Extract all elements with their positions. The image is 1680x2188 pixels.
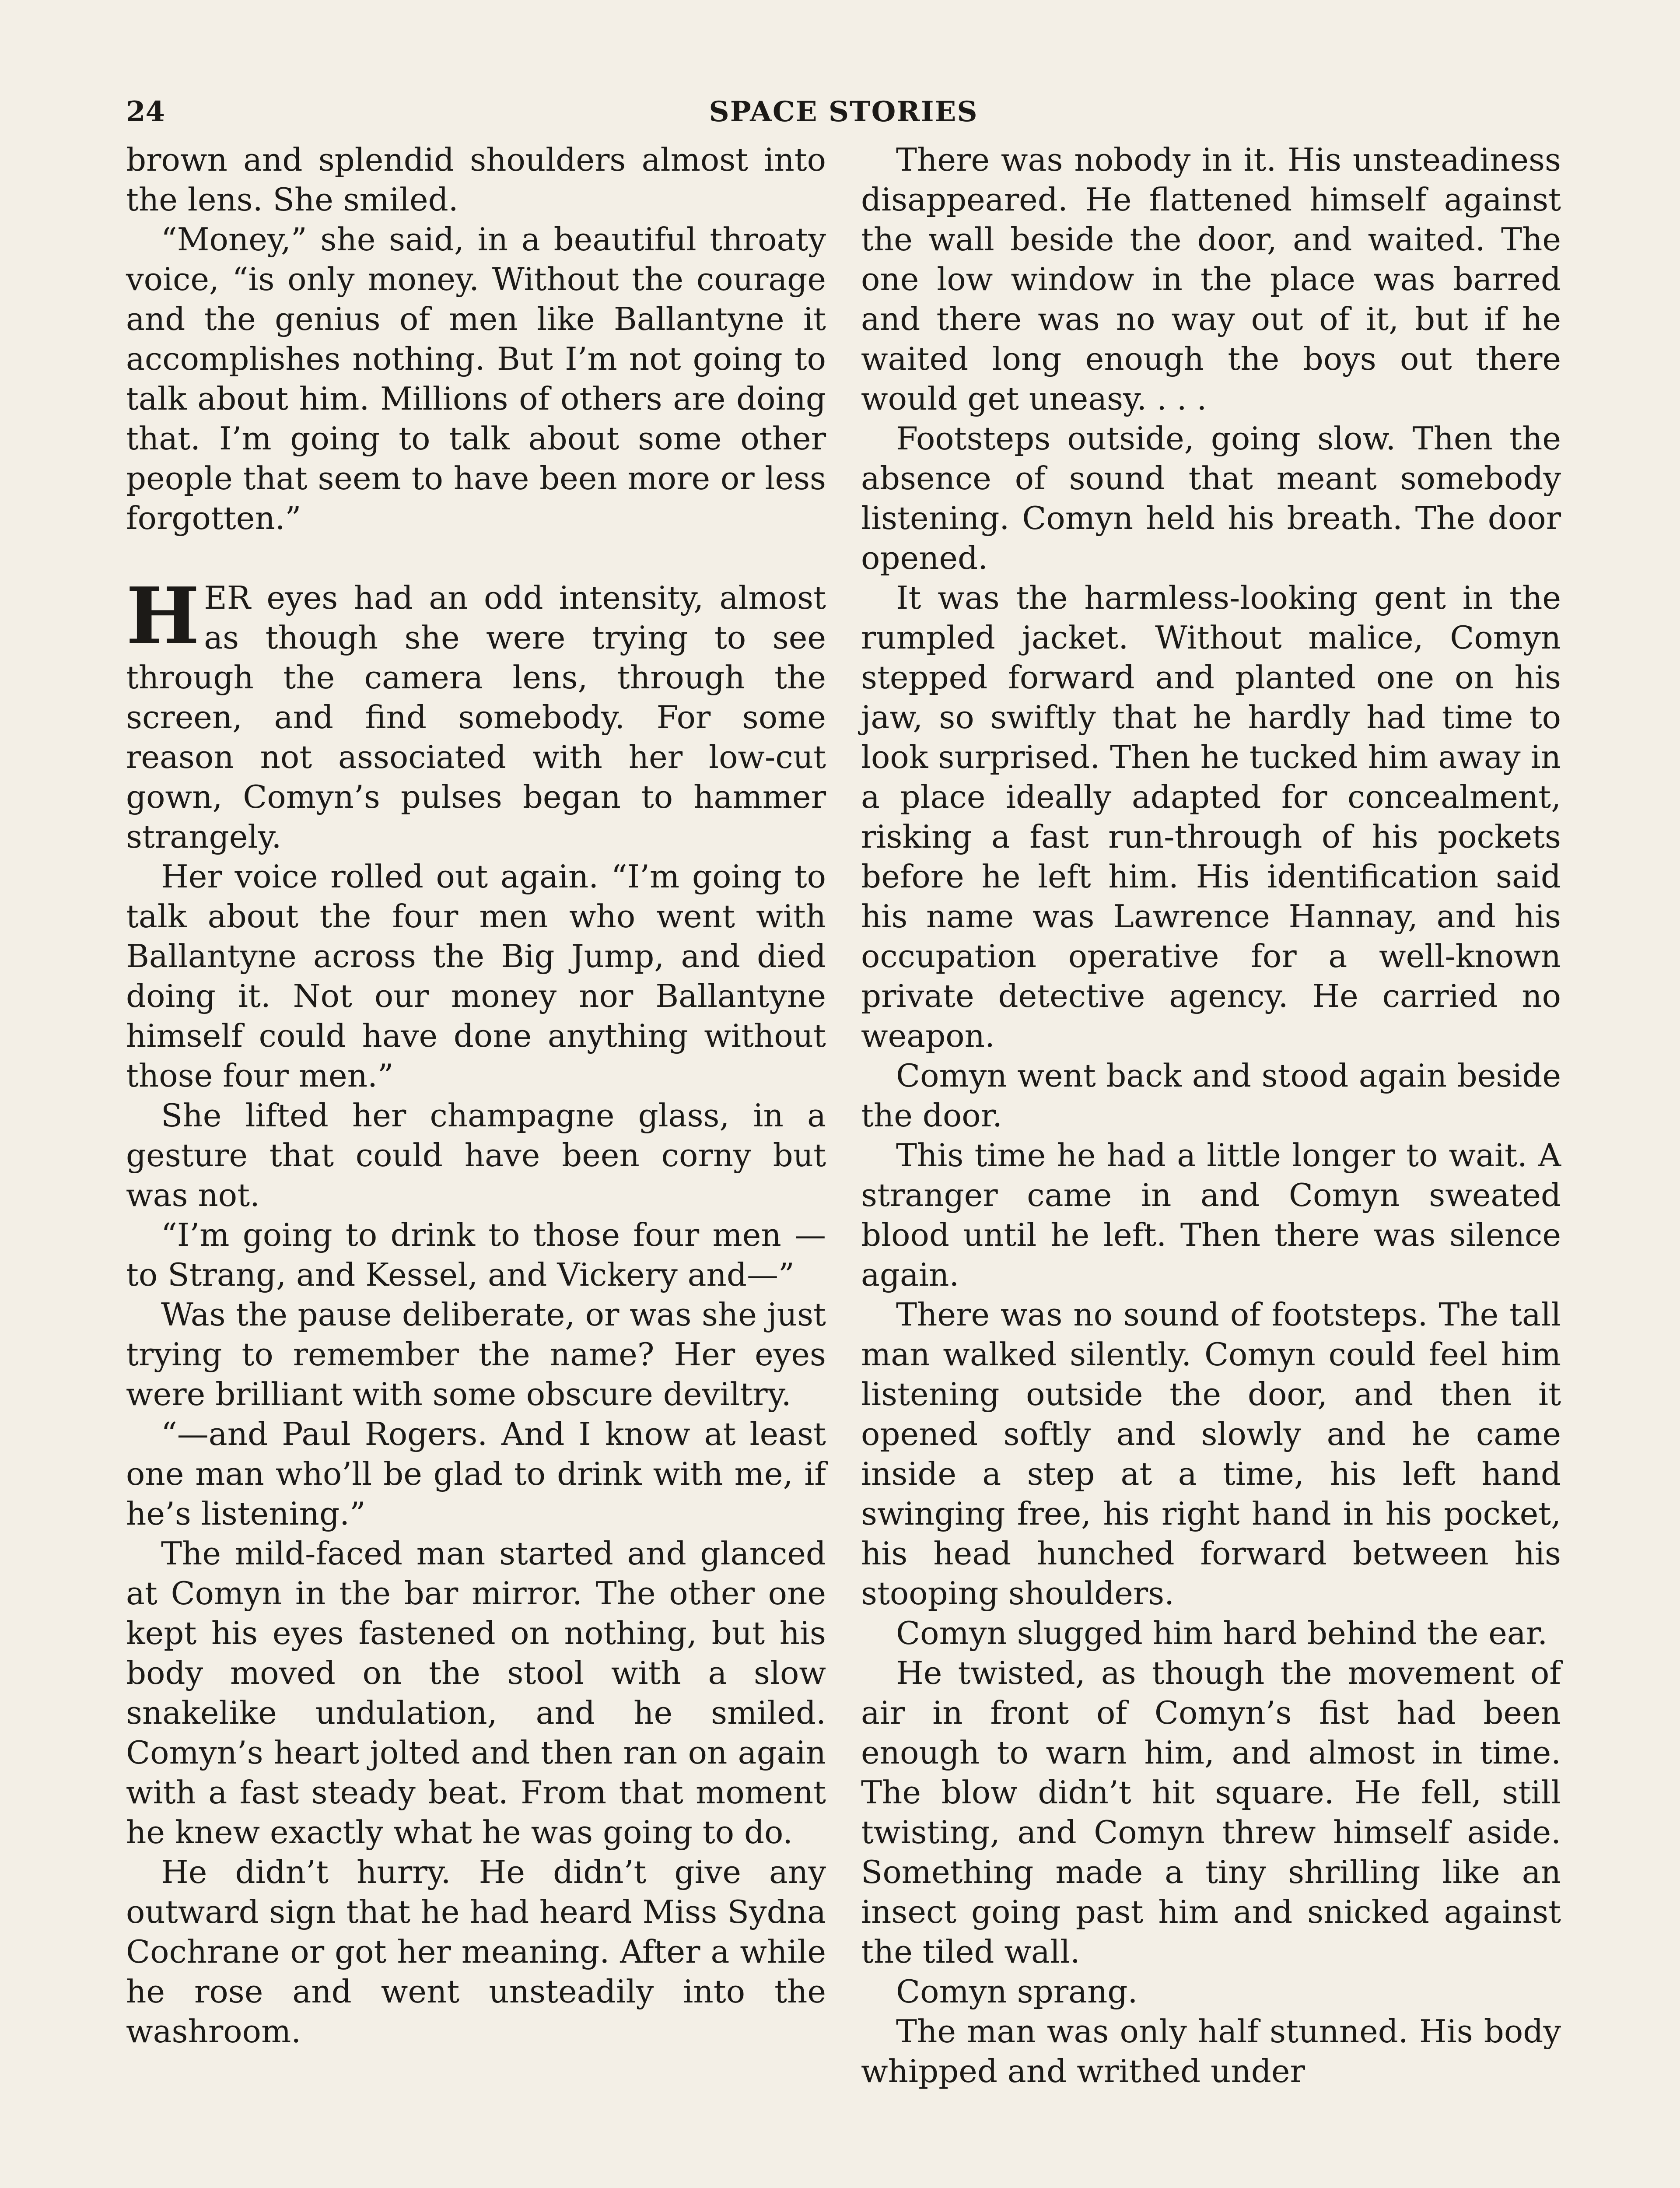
paragraph: “—and Paul Rogers. And I know at least one man who’ll be glad to drink with me, if he’s listening.”: [126, 1416, 826, 1532]
paragraph: Her voice rolled out again. “I’m going to talk about the four men who went with Ballantyne across the Big Jump, and died doing it. Not our money nor Ballantyne himself could have done anything without those four men.”: [126, 858, 826, 1094]
paragraph: Was the pause deliberate, or was she just trying to remember the name? Her eyes were brilliant with some obscure deviltry.: [126, 1296, 826, 1413]
running-title: SPACE STORIES: [709, 95, 978, 128]
paragraph: It was the harmless-looking gent in the rumpled jacket. Without malice, Comyn stepped forward and planted one on his jaw, so swiftly that he hardly had time to look surprised. Then he tucked him away in a place ideally adapted for concealment, risking a fast run-through of his pockets before he left him. His identification said his name was Lawrence Hannay, and his occupation operative for a well-known private detective agency. He carried no weapon.: [861, 579, 1561, 1054]
paragraph: This time he had a little longer to wait. A stranger came in and Comyn sweated blood until he left. Then there was silence again.: [861, 1137, 1561, 1293]
left-column: [126, 140, 826, 2051]
paragraph: “I’m going to drink to those four men —to Strang, and Kessel, and Vickery and—”: [126, 1217, 826, 1293]
paragraph: The mild-faced man started and glanced at Comyn in the bar mirror. The other one kept his eyes fastened on nothing, but his body moved on the stool with a slow snakelike undulation, and he smiled. Comyn’s heart jolted and then ran on again with a fast steady beat. From that moment he knew exactly what he was going to do.: [126, 1535, 826, 1851]
right-column: [861, 140, 1561, 2091]
drop-cap: H: [126, 570, 200, 662]
paragraph-text: ER eyes had an odd intensity, almost as though she were trying to see through the camera lens, through the screen, and find somebody. For some reason not associated with her low-cut gown, Comyn’s pulses began to hammer strangely.: [126, 579, 826, 855]
paragraph: “Money,” she said, in a beautiful throaty voice, “is only money. Without the courage and the genius of men like Ballantyne it accomplishes nothing. But I’m not going to talk about him. Millions of others are doing that. I’m going to talk about some other people that seem to have been more or less forgotten.”: [126, 221, 826, 536]
paragraph: He twisted, as though the movement of air in front of Comyn’s fist had been enough to warn him, and almost in time. The blow didn’t hit square. He fell, still twisting, and Comyn threw himself aside. Something made a tiny shrilling like an insect going past him and snicked against the tiled wall.: [861, 1655, 1561, 1970]
paragraph: There was no sound of footsteps. The tall man walked silently. Comyn could feel him listening outside the door, and then it opened softly and slowly and he came inside a step at a time, his left hand swinging free, his right hand in his pocket, his head hunched forward between his stooping shoulders.: [861, 1296, 1561, 1612]
page-header: [126, 95, 1561, 137]
paragraph: She lifted her champagne glass, in a gesture that could have been corny but was not.: [126, 1097, 826, 1213]
paragraph: He didn’t hurry. He didn’t give any outward sign that he had heard Miss Sydna Cochrane or got her meaning. After a while he rose and went unsteadily into the washroom.: [126, 1854, 826, 2050]
paragraph: Footsteps outside, going slow. Then the absence of sound that meant somebody listening. Comyn held his breath. The door opened.: [861, 420, 1561, 576]
paragraph: Comyn went back and stood again beside the door.: [861, 1057, 1561, 1134]
paragraph-with-dropcap: [126, 570, 826, 857]
paragraph: Comyn sprang.: [896, 1973, 1138, 2010]
paragraph: Comyn slugged him hard behind the ear.: [896, 1615, 1548, 1652]
paragraph: brown and splendid shoulders almost into the lens. She smiled.: [126, 141, 826, 218]
paragraph: The man was only half stunned. His body whipped and writhed under: [861, 2013, 1561, 2090]
paragraph: There was nobody in it. His unsteadiness disappeared. He flattened himself against the wall beside the door, and waited. The one low window in the place was barred and there was no way out of it, but if he waited long enough the boys out there would get uneasy. . . .: [861, 141, 1561, 417]
page-number: 24: [126, 95, 165, 128]
